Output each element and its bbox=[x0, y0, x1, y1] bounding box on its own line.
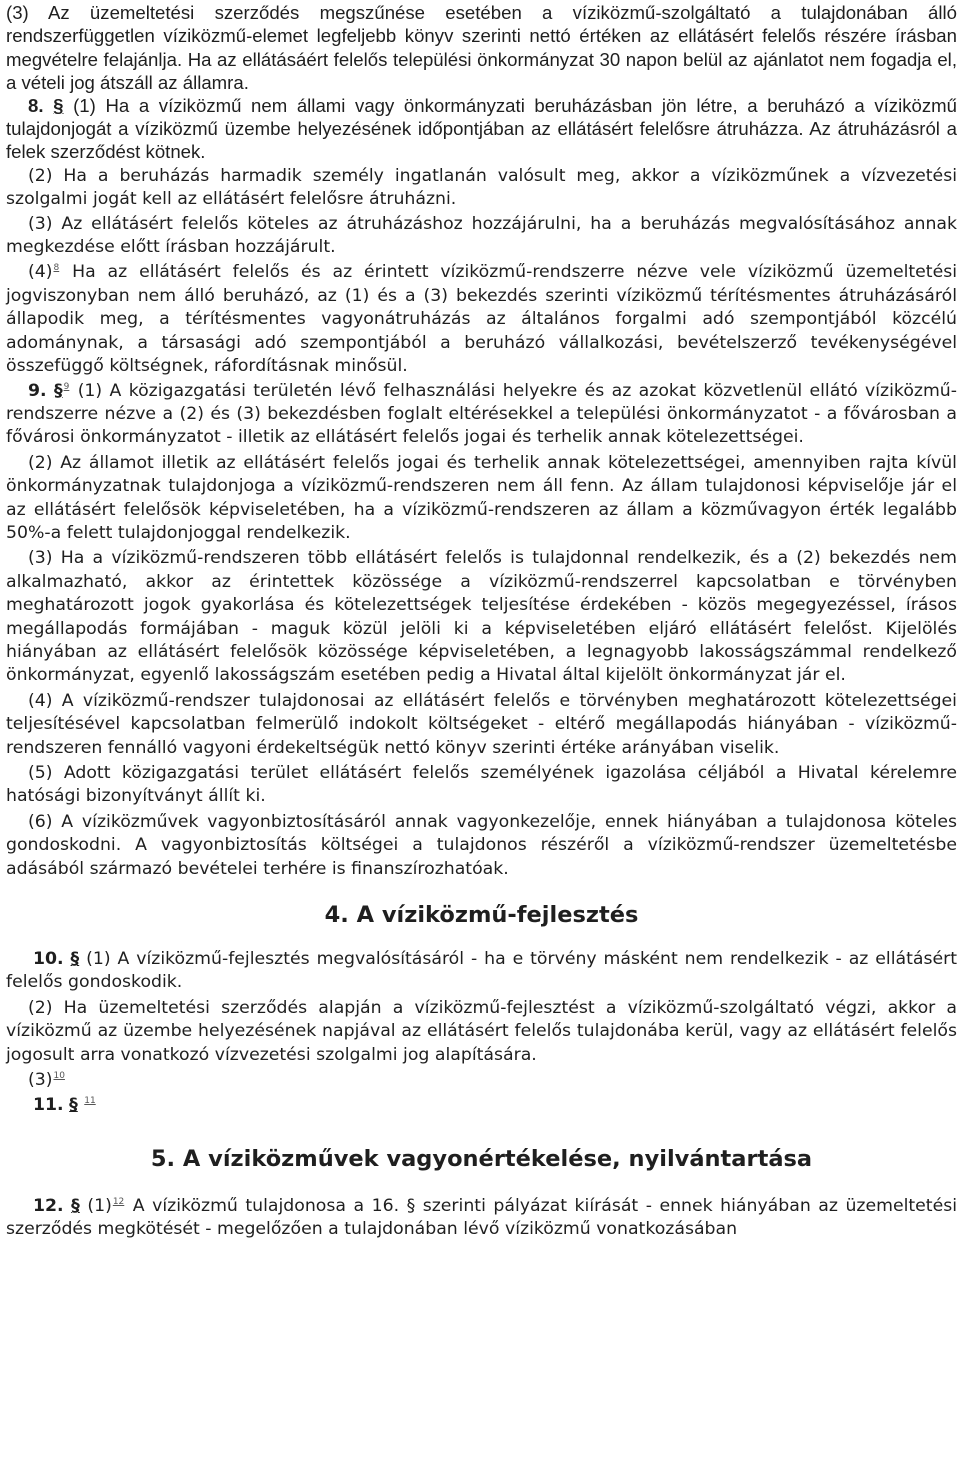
section-8-paragraph-3: (3) Az ellátásért felelős köteles az átruházáshoz hozzájárulni, ha a beruházás megvalósításához annak megkezdése előtt írásban hozzájárult. bbox=[6, 213, 957, 258]
footnote-10-link[interactable]: 10 bbox=[53, 1071, 65, 1082]
paragraph-7-3-part2: Ha az ellátásáért felelős települési önkormányzat 30 napon belül az ajánlatot nem fogadja el, a vételi jog átszáll az államra. bbox=[6, 48, 957, 94]
section-12-paragraph-1-text: A víziközmű tulajdonosa a 16. § szerinti pályázat kiírását - ennek hiányában az üzemeltetési szerződés megkötését - megelőzően a tulajdonában lévő víziközmű vonatkozásában bbox=[6, 1195, 958, 1240]
section-11 bbox=[6, 1094, 957, 1117]
document-page bbox=[0, 1, 960, 1483]
section-9-paragraph-3: (3) Ha a víziközmű-rendszeren több ellátásért felelős is tulajdonnal rendelkezik, és a (2) bekezdés nem alkalmazható, akkor az érintettek közössége a víziközmű-rendszerrel kapcsolatban e törvényben meghatározott jogok gyakorlása és kötelezettségek teljesítése érdekében - közös megegyezéssel, írásos megállapodás formájában - maguk közül jelöli ki a képviseletében eljáró ellátásért felelőst. Kijelölés hiányában az ellátásért felelősök közössége képviseletében, a legnagyobb lakosságszámmal rendelkező önkormányzat, egyenlő lakosságszám esetében pedig a Hivatal által kijelölt önkormányzat jár el. bbox=[6, 548, 957, 686]
section-9-paragraph-1 bbox=[6, 380, 957, 450]
section-8-sign-link[interactable]: § bbox=[53, 94, 64, 116]
section-9-sign-link[interactable]: § bbox=[53, 380, 63, 401]
footnote-12-link[interactable]: 12 bbox=[112, 1196, 125, 1207]
section-8-paragraph-4-text: Ha az ellátásért felelős és az érintett víziközmű-rendszerre nézve vele víziközmű üzemeltetési jogviszonyban nem álló beruházó, az (1) és a (3) bekezdés szerinti víziközmű térítésmentes átruházásáról állapodik meg, a térítésmentes vagyonátruházás az általános forgalmi adó szempontjából közcélú adománynak, a társasági adó szempontjából a beruházó vállalkozási, bevételszerző tevékenységével összefüggő költségnek, ráfordításnak minősül. bbox=[6, 262, 958, 377]
footnote-8-link[interactable]: 8 bbox=[53, 263, 60, 274]
section-10-paragraph-1-text: (1) A víziközmű-fejlesztés megvalósításáról - ha e törvény másként nem rendelkezik - az ellátásért felelős gondoskodik. bbox=[6, 949, 957, 993]
section-8-paragraph-2: (2) Ha a beruházás harmadik személy ingatlanán valósult meg, akkor a víziközműnek a vízvezetési szolgalmi jogát kell az ellátásért felelősre átruházni. bbox=[6, 165, 957, 210]
section-8-paragraph-1-text: (1) Ha a víziközmű nem állami vagy önkormányzati beruházásban jön létre, a beruházó a víziközmű tulajdonjogát a víziközmű üzembe helyezésének időpontjában az ellátásért felelősre átruházza. Az átruházásról a felek szerződést kötnek. bbox=[6, 94, 957, 163]
section-10-paragraph-1 bbox=[6, 948, 957, 995]
section-8-paragraph-4-label: (4) bbox=[28, 262, 53, 283]
paragraph-7-3-part1: (3) Az üzemeltetési szerződés megszűnése esetében a víziközmű-szolgáltató a tulajdonában álló rendszerfüggetlen víziközmű-elemet legfeljebb könyv szerinti nettó értéken az ellátásért felelős részére írásban megvételre felajánlja. bbox=[6, 2, 957, 70]
chapter-heading-5: 5. A víziközművek vagyonértékelése, nyilvántartása bbox=[150, 1145, 813, 1172]
section-9-paragraph-6: (6) A víziközművek vagyonbiztosításáról annak vagyonkezelője, ennek hiányában a tulajdonosa köteles gondoskodni. A vagyonbiztosítás költségei a tulajdonos részéről a víziközmű-rendszer üzemeltetésbe adásából származó bevételei terhére is finanszírozhatóak. bbox=[6, 811, 957, 879]
section-10-number: 10. bbox=[33, 949, 64, 970]
chapter-heading-4: 4. A víziközmű-fejlesztés bbox=[324, 902, 639, 929]
section-9-paragraph-5: (5) Adott közigazgatási terület ellátásért felelős személyének igazolása céljából a Hivatal kérelemre hatósági bizonyítványt állít ki. bbox=[6, 763, 957, 807]
section-12-paragraph-1 bbox=[6, 1195, 957, 1242]
section-9-paragraph-2: (2) Az államot illetik az ellátásért felelős jogai és terhelik annak kötelezettségei, amennyiben rajta kívül önkormányzatnak tulajdonjoga a víziközmű-rendszeren nem áll fenn. Az állam tulajdonosi képviselője jár el az ellátásért felelősök képviseletében, ha a víziközmű-rendszeren az állam a közművagyon érték legalább 50%-a felett tulajdonjoggal rendelkezik. bbox=[6, 452, 957, 543]
section-11-sign-link[interactable]: § bbox=[69, 1095, 78, 1116]
footnote-9-link[interactable]: 9 bbox=[63, 381, 70, 392]
section-12-paragraph-1-label: (1) bbox=[87, 1195, 112, 1216]
section-9-paragraph-4: (4) A víziközmű-rendszer tulajdonosai az ellátásért felelős e törvényben meghatározott kötelezettségei teljesítésével kapcsolatban felmerülő indokolt költségeket - eltérő megállapodás hiányában - víziközmű-rendszeren fennálló vagyoni érdekeltségük nettó könyv szerinti értéke arányában viselik. bbox=[6, 690, 957, 758]
section-10-paragraph-3 bbox=[6, 1069, 957, 1092]
section-10-paragraph-3-label: (3) bbox=[28, 1070, 53, 1091]
section-9-number: 9. bbox=[28, 380, 47, 401]
section-12-number: 12. bbox=[33, 1195, 64, 1216]
section-8-number: 8. bbox=[28, 94, 44, 116]
section-8-paragraph-4 bbox=[6, 261, 957, 378]
section-10-paragraph-2: (2) Ha üzemeltetési szerződés alapján a víziközmű-fejlesztést a víziközmű-szolgáltató végzi, akkor a víziközmű az üzembe helyezésének napjával az ellátásért felelős tulajdonába kerül, vagy az ellátásért felelős jogosult arra vonatkozó vízvezetési szolgalmi jog alapítására. bbox=[6, 997, 957, 1065]
section-10-sign-link[interactable]: § bbox=[70, 949, 80, 970]
footnote-11-link[interactable]: 11 bbox=[84, 1096, 96, 1107]
section-12-sign-link[interactable]: § bbox=[71, 1195, 80, 1216]
section-8-paragraph-1 bbox=[6, 94, 957, 164]
section-9-paragraph-1-text: (1) A közigazgatási területén lévő felhasználási helyekre és az azokat közvetlenül ellátó víziközmű-rendszerre nézve a (2) és (3) bekezdésben foglalt eltérésekkel a települési önkormányzatot - a fővárosban a fővárosi önkormányzatot - illetik az ellátásért felelős jogai és terhelik annak kötelezettségei. bbox=[6, 380, 957, 448]
section-11-number: 11. bbox=[33, 1095, 64, 1116]
paragraph-7-3 bbox=[6, 1, 957, 95]
